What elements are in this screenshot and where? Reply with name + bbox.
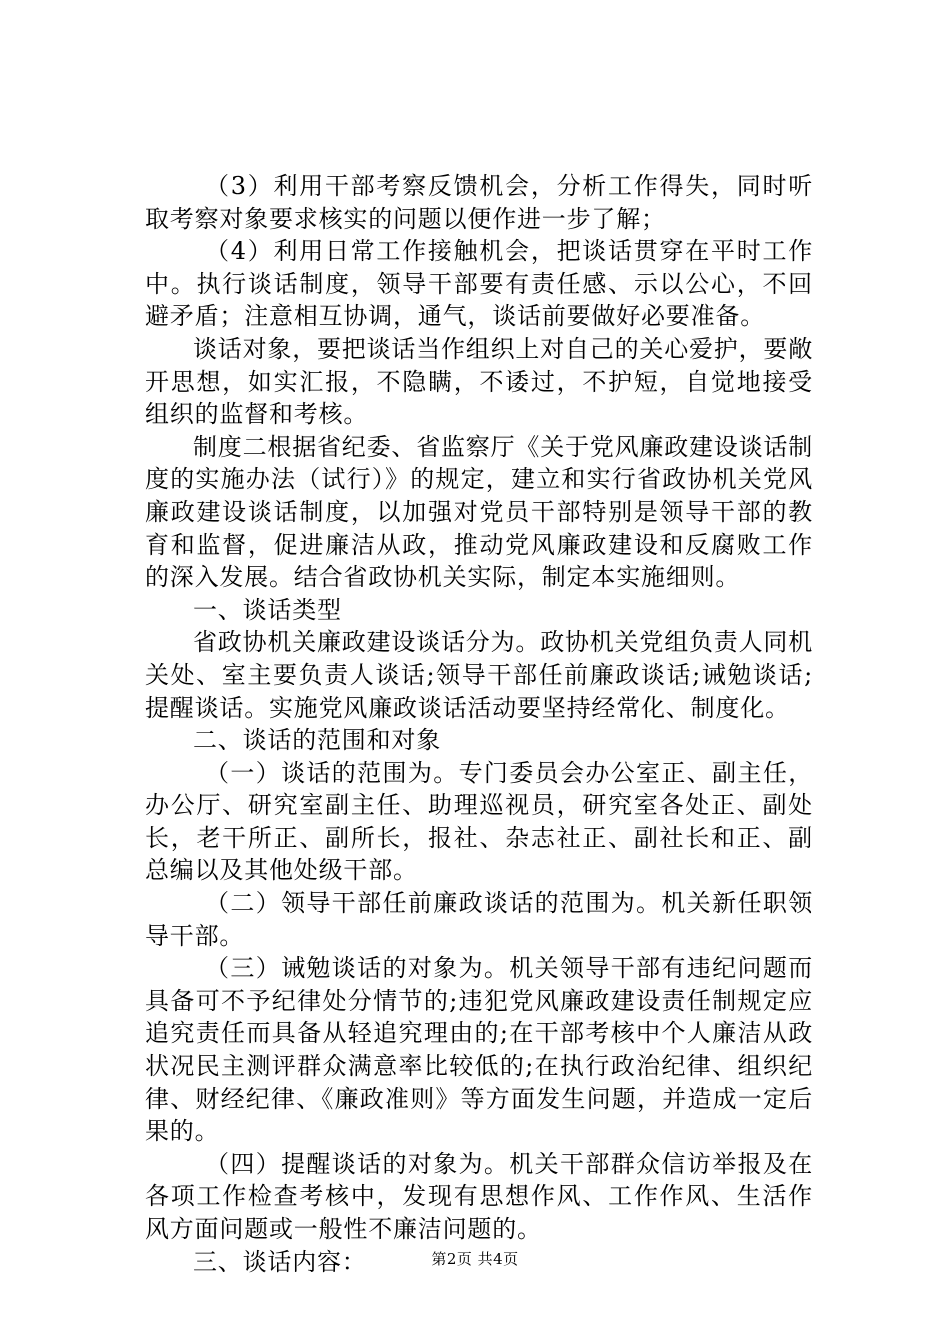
paragraph: （二）领导干部任前廉政谈话的范围为。机关新任职领导干部。 bbox=[145, 889, 813, 950]
section-heading: 二、谈话的范围和对象 bbox=[193, 726, 441, 755]
paragraph: 省政协机关廉政建设谈话分为。政协机关党组负责人同机关处、室主要负责人谈话;领导干部任前廉政谈话;诫勉谈话;提醒谈话。实施党风廉政谈话活动要坚持经常化、制度化。 bbox=[145, 628, 813, 722]
section-heading: 三、谈话内容： bbox=[193, 1247, 367, 1276]
paragraph: 制度二根据省纪委、省监察厅《关于党风廉政建设谈话制度的实施办法（试行）》的规定，建立和实行省政协机关党风廉政建设谈话制度，以加强对党员干部特别是领导干部的教育和监督，促进廉洁从政，推动党风廉政建设和反腐败工作的深入发展。结合省政协机关实际，制定本实施细则。 bbox=[145, 432, 813, 592]
paragraph: （三）诫勉谈话的对象为。机关领导干部有违纪问题而具备可不予纪律处分情节的;违犯党风廉政建设责任制规定应追究责任而具备从轻追究理由的;在干部考核中个人廉洁从政状况民主测评群众满意率比较低的;在执行政治纪律、组织纪律、财经纪律、《廉政准则》等方面发生问题，并造成一定后果的。 bbox=[145, 954, 813, 1146]
document-body bbox=[145, 170, 813, 1278]
paragraph: （一）谈话的范围为。专门委员会办公室正、副主任，办公厅、研究室副主任、助理巡视员，研究室各处正、副处长，老干所正、副所长，报社、杂志社正、副社长和正、副总编以及其他处级干部。 bbox=[145, 758, 813, 885]
paragraph: （四）提醒谈话的对象为。机关干部群众信访举报及在各项工作检查考核中，发现有思想作风、工作作风、生活作风方面问题或一般性不廉洁问题的。 bbox=[145, 1149, 813, 1243]
page-footer: 第2页 共4页 bbox=[431, 1250, 519, 1268]
paragraph: （4）利用日常工作接触机会，把谈话贯穿在平时工作中。执行谈话制度，领导干部要有责任感、示以公心，不回避矛盾；注意相互协调，通气，谈话前要做好必要准备。 bbox=[145, 237, 813, 331]
paragraph: （3）利用干部考察反馈机会，分析工作得失，同时听取考察对象要求核实的问题以便作进一步了解； bbox=[145, 172, 813, 233]
paragraph: 谈话对象，要把谈话当作组织上对自己的关心爱护，要敞开思想，如实汇报，不隐瞒，不诿过，不护短，自觉地接受组织的监督和考核。 bbox=[145, 334, 813, 429]
section-heading: 一、谈话类型 bbox=[193, 595, 342, 624]
